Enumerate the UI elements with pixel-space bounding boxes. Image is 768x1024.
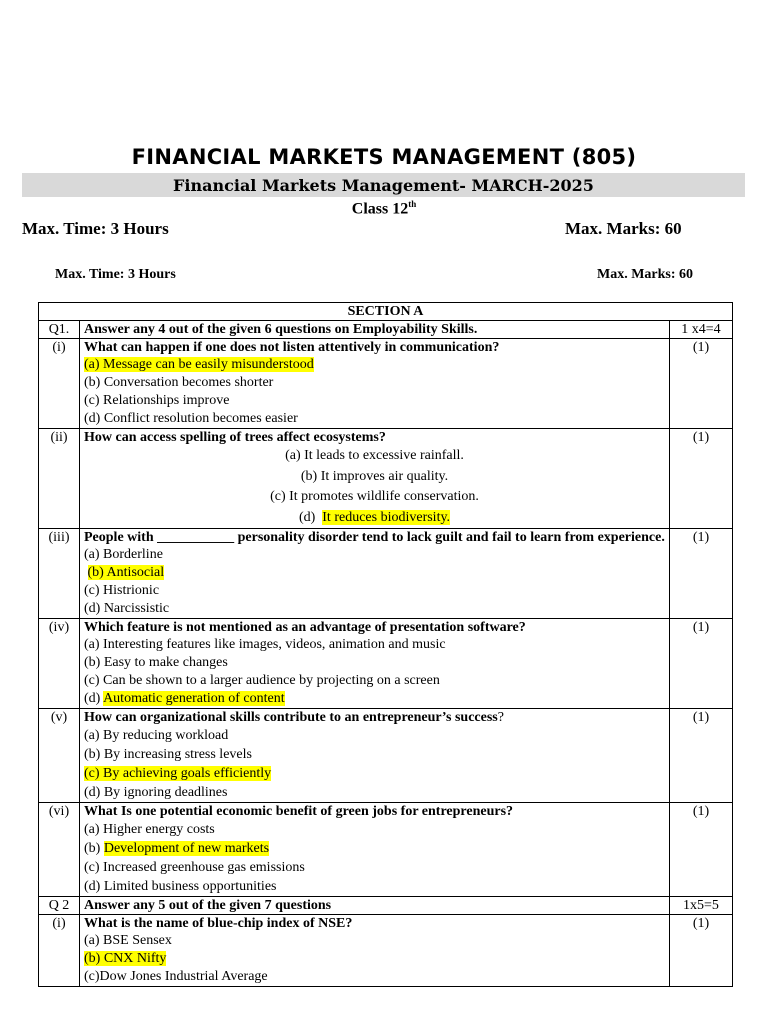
option (84, 764, 665, 783)
option: (c) Histrionic (84, 583, 160, 598)
subquestion-text: People with ___________ personality disorder tend to lack guilt and fail to learn from experience. (84, 530, 665, 545)
option: (c) It promotes wildlife conservation. (270, 489, 479, 504)
option: (d) Limited business opportunities (84, 879, 277, 894)
answer-highlight: (a) Message can be easily misunderstood (84, 357, 314, 372)
answer-highlight: (b) CNX Nifty (84, 951, 167, 966)
option: (b) Easy to make changes (84, 655, 228, 670)
option (84, 564, 665, 582)
subquestion-text: What is the name of blue-chip index of NSE? (84, 916, 353, 931)
option: (d) Conflict resolution becomes easier (84, 411, 298, 426)
option (84, 950, 665, 968)
option: (d) Narcissistic (84, 601, 170, 616)
option: (b) It improves air quality. (300, 468, 449, 484)
max-marks: Max. Marks: 60 (565, 219, 682, 238)
answer-highlight: Development of new markets (103, 841, 270, 856)
option (84, 508, 665, 529)
option: (c) Relationships improve (84, 393, 230, 408)
option-letter: (d) (298, 509, 316, 525)
option (84, 356, 665, 374)
subquestion-number: (vi) (39, 803, 80, 897)
subquestion-text: What can happen if one does not listen attentively in communication? (84, 340, 500, 355)
answer-highlight: Automatic generation of content (103, 691, 285, 706)
subquestion-body (80, 915, 670, 987)
subquestion-row (39, 915, 733, 987)
subquestion-body (80, 429, 670, 529)
subquestion-marks: (1) (669, 529, 732, 619)
subquestion-text: How can access spelling of trees affect ecosystems? (84, 430, 386, 445)
subquestion-number: (iv) (39, 619, 80, 709)
subquestion-text: Which feature is not mentioned as an advantage of presentation software? (84, 620, 526, 635)
option (84, 839, 665, 858)
subquestion-number: (i) (39, 915, 80, 987)
section-title: SECTION A (39, 303, 733, 321)
subquestion-row (39, 709, 733, 803)
subquestion-body (80, 619, 670, 709)
question-instruction: Answer any 5 out of the given 7 questions (80, 897, 670, 915)
option: (c) Increased greenhouse gas emissions (84, 860, 305, 875)
option: (a) By reducing workload (84, 728, 229, 743)
answer-highlight: (c) By achieving goals efficiently (84, 766, 272, 781)
section-header-row (39, 303, 733, 321)
subquestion-number: (v) (39, 709, 80, 803)
subquestion-row (39, 619, 733, 709)
option-letter: (d) (84, 691, 101, 706)
class-text: Class 12 (351, 200, 409, 218)
answer-highlight: (b) Antisocial (87, 565, 165, 580)
subquestion-marks: (1) (669, 915, 732, 987)
subquestion-body (80, 803, 670, 897)
subquestion-number: (ii) (39, 429, 80, 529)
subquestion-body (80, 339, 670, 429)
question-row (39, 321, 733, 339)
subquestion-text: How can organizational skills contribute to an entrepreneur’s success (84, 710, 498, 725)
subquestion-marks: (1) (669, 709, 732, 803)
class-label (0, 199, 768, 218)
option: (c) Can be shown to a larger audience by projecting on a screen (84, 673, 440, 688)
exam-subtitle: Financial Markets Management- MARCH-2025 (22, 173, 745, 197)
subquestion-body (80, 529, 670, 619)
option: (b) Conversation becomes shorter (84, 375, 274, 390)
option: (d) By ignoring deadlines (84, 785, 228, 800)
option: (a) Interesting features like images, videos, animation and music (84, 637, 446, 652)
option: (a) BSE Sensex (84, 933, 172, 948)
option: (b) By increasing stress levels (84, 747, 252, 762)
subquestion-marks: (1) (669, 619, 732, 709)
option-letter: (b) (84, 841, 101, 856)
question-marks: 1x5=5 (669, 897, 732, 915)
question-number: Q 2 (39, 897, 80, 915)
options-centered (84, 446, 665, 528)
question-mark: ? (497, 710, 504, 725)
option: (a) Borderline (84, 547, 163, 562)
max-marks-small: Max. Marks: 60 (597, 267, 694, 282)
subquestion-text-wrap (84, 709, 665, 726)
class-superscript: th (408, 199, 417, 209)
subquestion-marks: (1) (669, 339, 732, 429)
subquestion-marks: (1) (669, 803, 732, 897)
subquestion-number: (i) (39, 339, 80, 429)
option: (c)Dow Jones Industrial Average (84, 969, 268, 984)
max-time-small: Max. Time: 3 Hours (55, 267, 176, 282)
max-time: Max. Time: 3 Hours (22, 219, 169, 238)
option: (a) It leads to excessive rainfall. (285, 448, 464, 463)
question-number: Q1. (39, 321, 80, 339)
answer-highlight: It reduces biodiversity. (322, 509, 451, 525)
option (84, 690, 665, 708)
subquestion-marks: (1) (669, 429, 732, 529)
question-marks: 1 x4=4 (669, 321, 732, 339)
subquestion-row (39, 429, 733, 529)
question-table (38, 302, 733, 987)
question-row (39, 897, 733, 915)
subquestion-row (39, 529, 733, 619)
subquestion-number: (iii) (39, 529, 80, 619)
paper-title: FINANCIAL MARKETS MANAGEMENT (805) (131, 145, 637, 169)
subquestion-row (39, 339, 733, 429)
subquestion-text: What Is one potential economic benefit of green jobs for entrepreneurs? (84, 804, 514, 819)
question-instruction: Answer any 4 out of the given 6 questions on Employability Skills. (80, 321, 670, 339)
option: (a) Higher energy costs (84, 822, 215, 837)
subquestion-body (80, 709, 670, 803)
subquestion-row (39, 803, 733, 897)
